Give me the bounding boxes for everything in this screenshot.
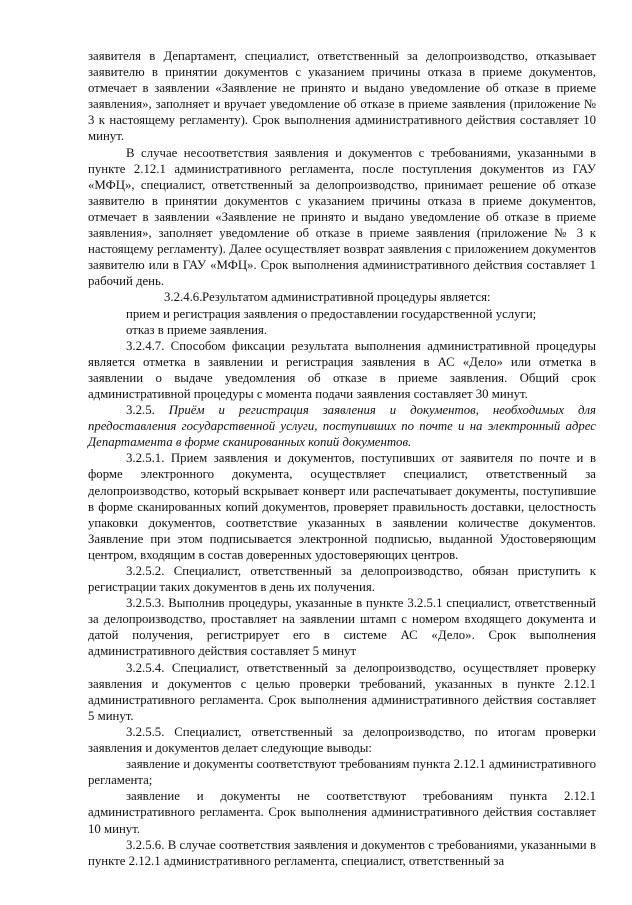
paragraph: 3.2.5.4. Специалист, ответственный за делопроизводство, осуществляет проверку заявления и документов с целью проверки требований, указанных в пункте 2.12.1 административного регламента. Срок выполнения административного действия составляет 5 минут.: [88, 660, 596, 723]
paragraph: 3.2.5.2. Специалист, ответственный за делопроизводство, обязан приступить к регистрации таких документов в день их получения.: [88, 564, 596, 595]
list-item: прием и регистрация заявления о предоставлении государственной услуги;: [126, 306, 537, 321]
paragraph: 3.2.5.6. В случае соответствия заявления и документов с требованиями, указанными в пункте 2.12.1 административного регламента, специалист, ответственный за: [88, 837, 596, 868]
paragraph: [88, 289, 596, 305]
section-heading-text: Приём и регистрация заявления и документов, необходимых для предоставления государственной услуги, поступивших по почте и на электронный адрес Департамента в форме сканированных копий документов.: [88, 403, 596, 450]
paragraph: 3.2.4.7. Способом фиксации результата выполнения административной процедуры является отметка в заявлении и регистрация заявления в АС «Дело» или отметка в заявлении о выдаче уведомления об отказе в приеме заявления. Общий срок административной процедуры с момента подачи заявления составляет 30 минут.: [88, 338, 596, 401]
list-item: заявление и документы не соответствуют требованиям пункта 2.12.1 административного регламента. Срок выполнения административного действия составляет 10 минут.: [88, 789, 596, 836]
clause-number: 3.2.5.: [126, 403, 155, 418]
list-item: заявление и документы соответствуют требованиям пункта 2.12.1 административного регламента;: [88, 757, 596, 788]
section-heading: [88, 402, 596, 450]
list-item: отказ в приеме заявления.: [126, 322, 268, 337]
paragraph: 3.2.5.1. Прием заявления и документов, поступивших от заявителя по почте и в форме электронного документа, осуществляет специалист, ответственный за делопроизводство, который вскрывает конверт или распечатывает документы, поступившие в форме сканированных копий документов, проверяет правильность доставки, целостность упаковки документов, соответствие указанных в заявлении количестве документов. Заявление при этом подписывается электронной подписью, выданной Удостоверяющим центром, входящим в состав доверенных удостоверяющих центров.: [88, 451, 596, 562]
clause-text: Результатом административной процедуры является:: [202, 290, 491, 305]
paragraph: 3.2.5.3. Выполнив процедуры, указанные в пункте 3.2.5.1 специалист, ответственный за делопроизводство, проставляет на заявлении штамп с номером входящего документа и датой получения, регистрирует его в системе АС «Дело». Срок выполнения административного действия составляет 5 минут: [88, 596, 596, 659]
paragraph: В случае несоответствия заявления и документов с требованиями, указанными в пункте 2.12.1 административного регламента, после поступления документов из ГАУ «МФЦ», специалист, ответственный за делопроизводство, принимает решение об отказе заявителю в принятии документов с указанием причины отказа в приеме документов, отмечает в заявлении «Заявление не принято и выдано уведомление об отказе в приеме заявления», заполняет уведомление об отказе в приеме заявления (приложение № 3 к настоящему регламенту). Далее осуществляет возврат заявления с приложением документов заявителю или в ГАУ «МФЦ». Срок выполнения административного действия составляет 1 рабочий день.: [88, 145, 596, 289]
clause-number: 3.2.4.6.: [164, 290, 203, 305]
paragraph: 3.2.5.5. Специалист, ответственный за делопроизводство, по итогам проверки заявления и документов делает следующие выводы:: [88, 724, 596, 756]
document-page: [88, 48, 596, 869]
paragraph: заявителя в Департамент, специалист, ответственный за делопроизводство, отказывает заявителю в принятии документов с указанием причины отказа в приеме документов, отмечает в заявлении «Заявление не принято и выдано уведомление об отказе в приеме заявления», заполняет и вручает уведомление об отказе в приеме заявления (приложение № 3 к настоящему регламенту). Срок выполнения административного действия составляет 10 минут.: [88, 49, 596, 144]
